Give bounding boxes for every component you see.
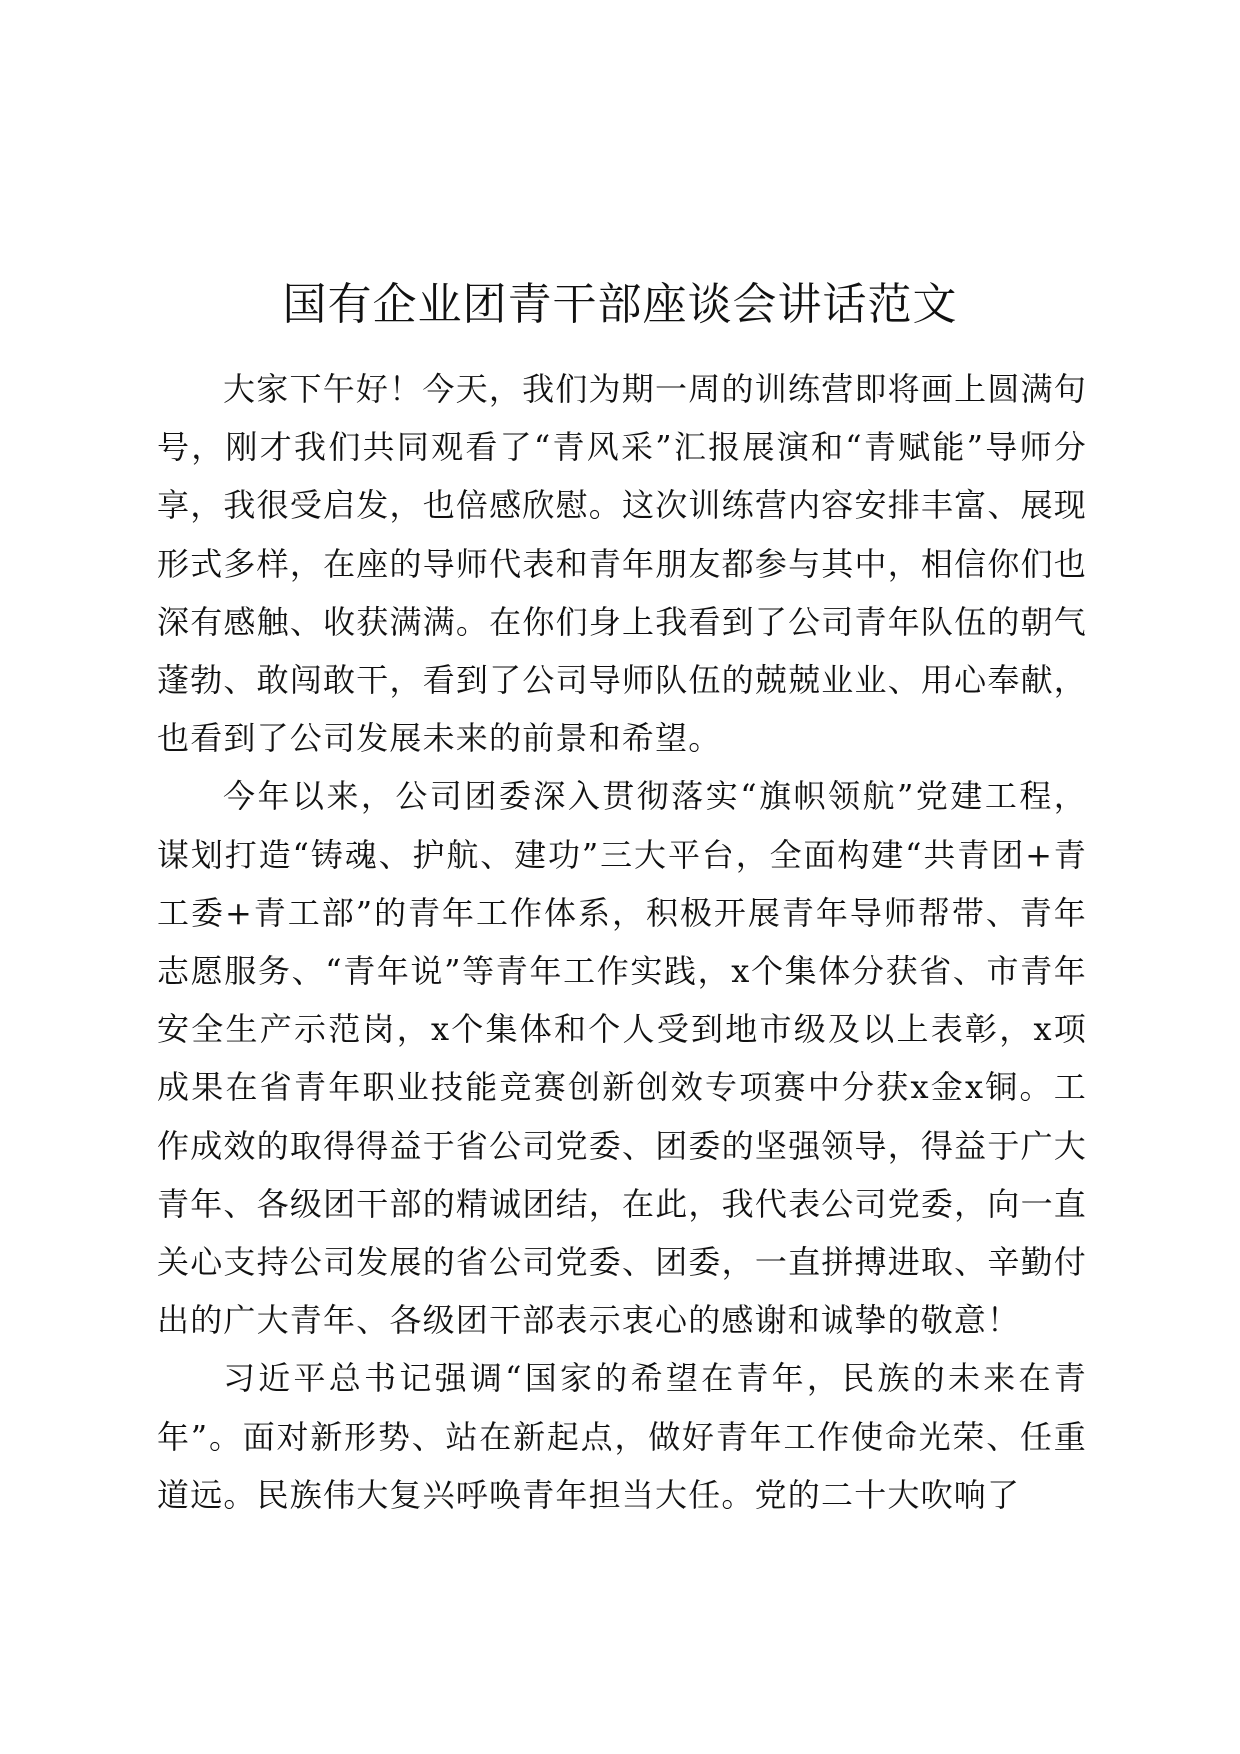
paragraph-3: 习近平总书记强调“国家的希望在青年，民族的未来在青年”。面对新形势、站在新起点，做好青年工作使命光荣、任重道远。民族伟大复兴呼唤青年担当大任。党的二十大吹响了 [157,1359,1087,1514]
document-title: 国有企业团青干部座谈会讲话范文 [282,279,958,330]
document-body [157,360,1087,1524]
paragraph-2: 今年以来，公司团委深入贯彻落实“旗帜领航”党建工程，谋划打造“铸魂、护航、建功”三大平台，全面构建“共青团+青工委+青工部”的青年工作体系，积极开展青年导师帮带、青年志愿服务、“青年说”等青年工作实践，x个集体分获省、市青年安全生产示范岗，x个集体和个人受到地市级及以上表彰，x项成果在省青年职业技能竞赛创新创效专项赛中分获x金x铜。工作成效的取得得益于省公司党委、团委的坚强领导，得益于广大青年、各级团干部的精诚团结，在此，我代表公司党委，向一直关心支持公司发展的省公司党委、团委，一直拼搏进取、辛勤付出的广大青年、各级团干部表示衷心的感谢和诚挚的敬意！ [157,777,1087,1340]
paragraph-1: 大家下午好！今天，我们为期一周的训练营即将画上圆满句号，刚才我们共同观看了“青风采”汇报展演和“青赋能”导师分享，我很受启发，也倍感欣慰。这次训练营内容安排丰富、展现形式多样，在座的导师代表和青年朋友都参与其中，相信你们也深有感触、收获满满。在你们身上我看到了公司青年队伍的朝气蓬勃、敢闯敢干，看到了公司导师队伍的兢兢业业、用心奉献，也看到了公司发展未来的前景和希望。 [157,370,1087,758]
